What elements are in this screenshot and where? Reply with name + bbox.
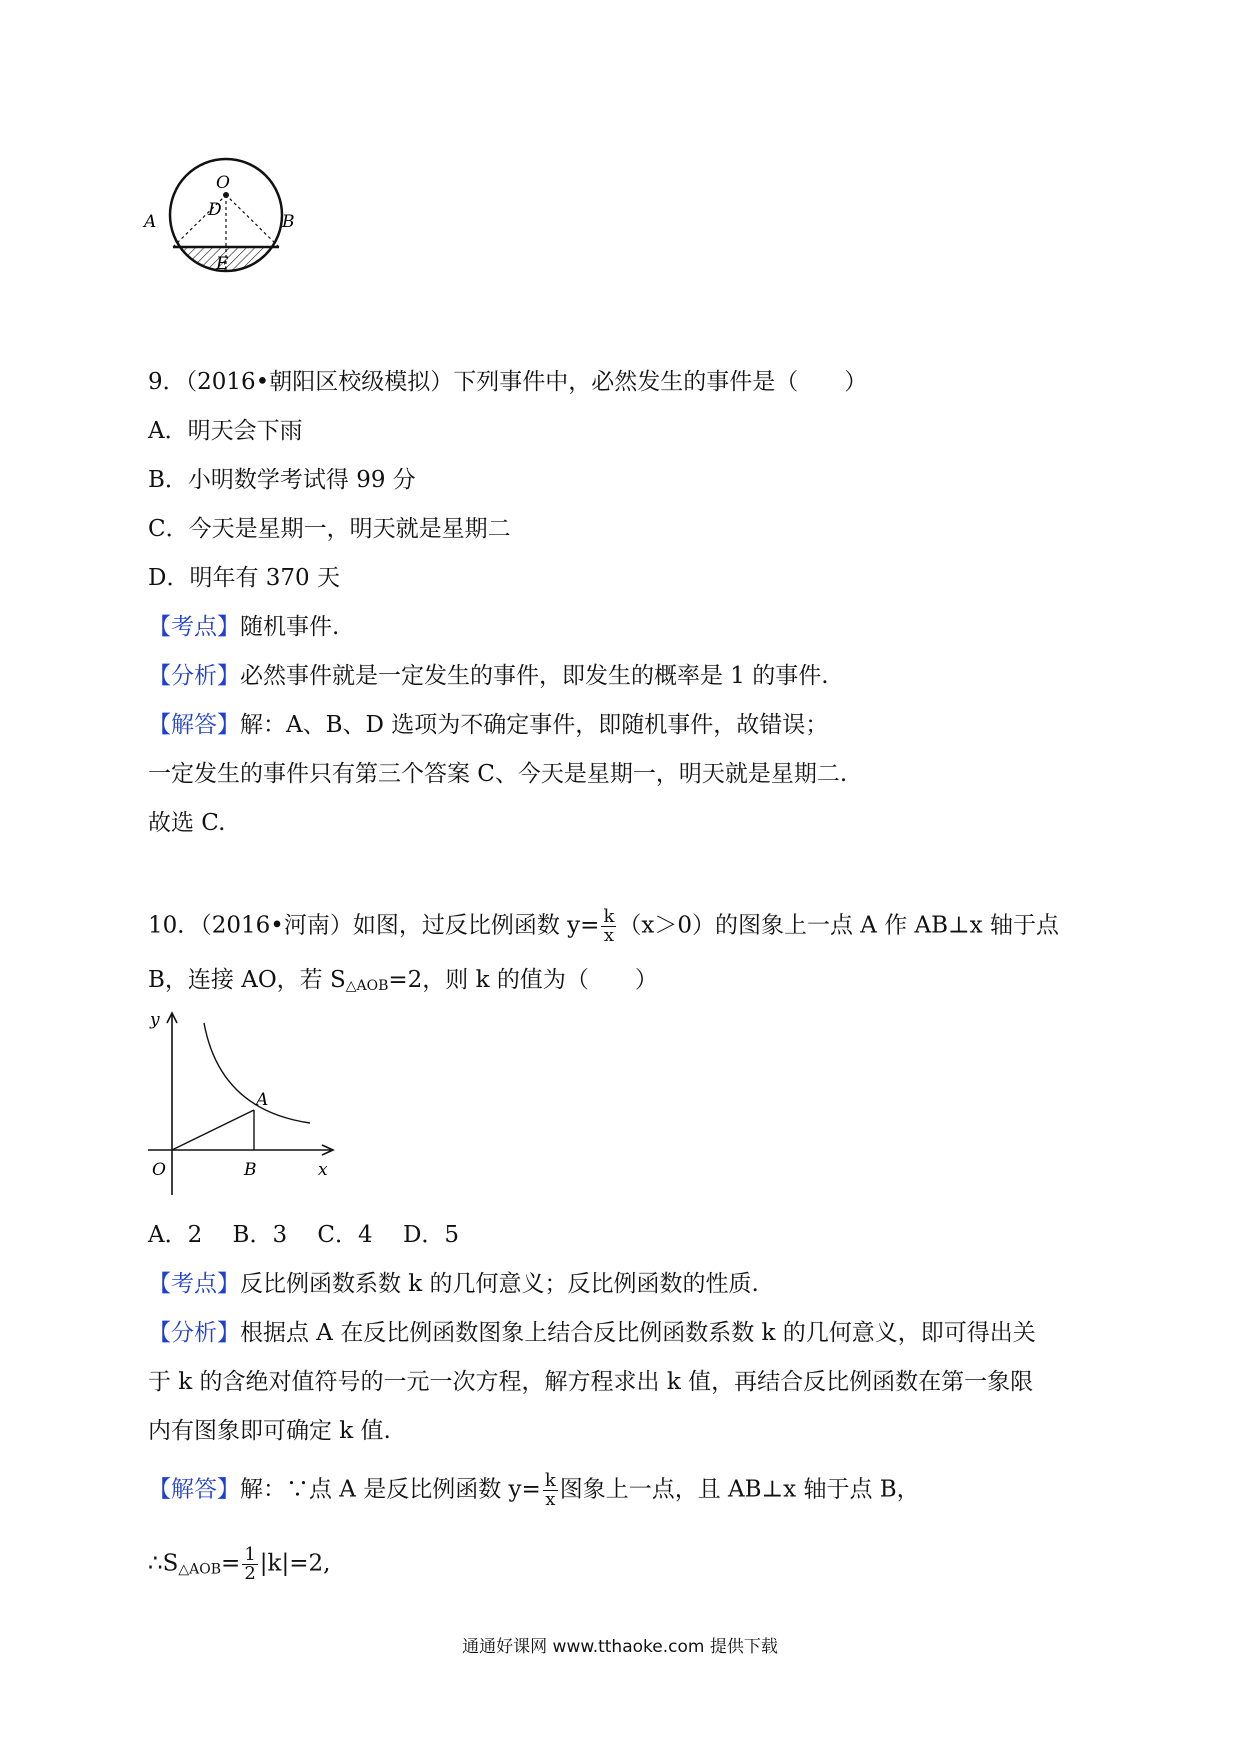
- q10-stem2-sub: △AOB: [345, 978, 389, 994]
- kaodian-tag: 【考点】: [148, 1271, 240, 1297]
- q10-fenxi: [148, 1318, 1036, 1348]
- jieda2-eq: =: [221, 1550, 241, 1577]
- q10-options: A．2 B．3 C．4 D．5: [148, 1222, 460, 1248]
- fraction-k-over-x: [601, 908, 616, 945]
- frac-denominator: 2: [244, 1563, 256, 1584]
- label-b: B: [282, 212, 295, 232]
- fraction-one-half: [242, 1546, 257, 1583]
- q10-stem: [148, 908, 1059, 945]
- q9-jieda: [148, 710, 828, 740]
- q10-fenxi-line3: 内有图象即可确定 k 值.: [148, 1418, 391, 1444]
- q10-stem-pre: 10．（2016•河南）如图，过反比例函数 y=: [148, 912, 600, 939]
- q10-stem-post: （x＞0）的图象上一点 A 作 AB⊥x 轴于点: [618, 912, 1059, 939]
- label-e: E: [216, 254, 229, 274]
- frac-numerator: k: [544, 1470, 556, 1491]
- fraction-k-over-x-2: [543, 1472, 558, 1509]
- segment-oa: [172, 1110, 254, 1150]
- q9-option-c: C．今天是星期一，明天就是星期二: [148, 516, 511, 542]
- q9-option-b: B．小明数学考试得 99 分: [148, 467, 416, 493]
- q10-stem2-post: =2，则 k 的值为（ ）: [388, 967, 658, 993]
- shaded-segment: [160, 247, 300, 287]
- jieda-tag: 【解答】: [148, 712, 240, 738]
- q9-kaodian: [148, 612, 339, 642]
- fenxi-text: 必然事件就是一定发生的事件，即发生的概率是 1 的事件.: [240, 663, 829, 689]
- q9-jieda-line3: 故选 C.: [148, 810, 226, 836]
- q10-jieda: [148, 1472, 920, 1509]
- label-d: D: [208, 200, 222, 220]
- graph-label-b: B: [244, 1160, 257, 1180]
- frac-denominator: x: [545, 1489, 556, 1510]
- kaodian-text: 反比例函数系数 k 的几何意义；反比例函数的性质.: [240, 1271, 759, 1297]
- page-footer: 通通好课网 www.tthaoke.com 提供下载: [462, 1637, 778, 1657]
- fenxi-text-1: 根据点 A 在反比例函数图象上结合反比例函数系数 k 的几何意义，即可得出关: [240, 1320, 1036, 1346]
- q9-option-d: D．明年有 370 天: [148, 565, 340, 591]
- kaodian-tag: 【考点】: [148, 614, 240, 640]
- frac-denominator: x: [603, 925, 614, 946]
- graph-label-a: A: [256, 1090, 269, 1110]
- kaodian-text: 随机事件.: [240, 614, 340, 640]
- label-a: A: [144, 212, 157, 232]
- circle-figure: [140, 150, 300, 310]
- radius-ob: [226, 195, 279, 247]
- jieda2-pre: ∴S: [148, 1550, 179, 1577]
- q10-fenxi-line2: 于 k 的含绝对值符号的一元一次方程，解方程求出 k 值，再结合反比例函数在第一象限: [148, 1369, 1034, 1395]
- q9-stem: 9．（2016•朝阳区校级模拟）下列事件中，必然发生的事件是（ ）: [148, 369, 868, 395]
- fenxi-tag: 【分析】: [148, 1320, 240, 1346]
- graph-label-x: x: [318, 1160, 328, 1180]
- label-o: O: [216, 173, 230, 193]
- graph-label-o: O: [152, 1160, 166, 1180]
- q9-fenxi: [148, 661, 829, 691]
- jieda2-post: |k|=2,: [259, 1550, 331, 1577]
- q10-jieda-line2: [148, 1546, 330, 1585]
- frac-numerator: 1: [244, 1544, 256, 1565]
- q10-stem2-pre: B，连接 AO，若 S: [148, 967, 346, 993]
- jieda-tag: 【解答】: [148, 1476, 240, 1503]
- jieda2-sub: △AOB: [178, 1561, 222, 1578]
- q9-jieda-line2: 一定发生的事件只有第三个答案 C、今天是星期一，明天就是星期二.: [148, 761, 848, 787]
- jieda-text: 解：A、B、D 选项为不确定事件，即随机事件，故错误；: [240, 712, 829, 738]
- inverse-function-graph: [140, 1005, 340, 1200]
- q10-kaodian: [148, 1269, 759, 1299]
- jieda-pre: 解：∵点 A 是反比例函数 y=: [240, 1476, 541, 1503]
- graph-label-y: y: [150, 1010, 160, 1030]
- q10-stem-line2: [148, 965, 658, 1001]
- jieda-post: 图象上一点，且 AB⊥x 轴于点 B，: [559, 1476, 920, 1503]
- q9-option-a: A．明天会下雨: [148, 418, 303, 444]
- frac-numerator: k: [603, 906, 615, 927]
- fenxi-tag: 【分析】: [148, 663, 240, 689]
